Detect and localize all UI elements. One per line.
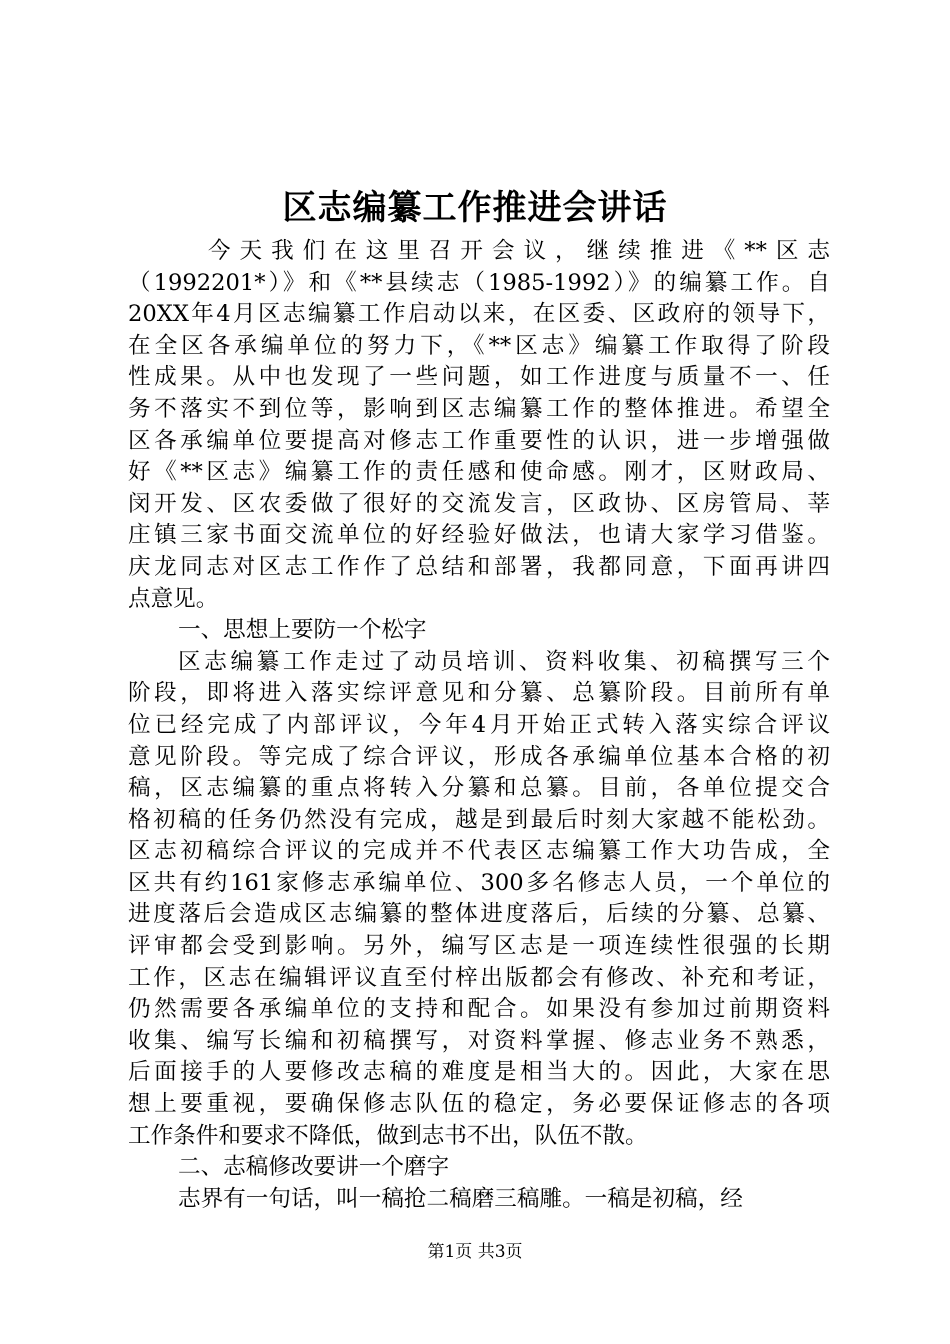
text-line: 工作，区志在编辑评议直至付梓出版都会有修改、补充和考证， — [128, 964, 830, 991]
text-line: 收集、编写长编和初稿撰写，对资料掌握、修志业务不熟悉， — [128, 1027, 830, 1054]
text-line: 进度落后会造成区志编纂的整体进度落后，后续的分纂、总纂、 — [128, 901, 830, 928]
text-line: 稿，区志编纂的重点将转入分纂和总纂。目前，各单位提交合 — [128, 775, 830, 802]
section-heading: 二、志稿修改要讲一个磨字 — [178, 1154, 450, 1181]
text-line: 庆龙同志对区志工作作了总结和部署，我都同意，下面再讲四 — [128, 553, 830, 580]
page-footer: 第1页 共3页 — [427, 1242, 523, 1262]
text-line: 志界有一句话，叫一稿抢二稿磨三稿雕。一稿是初稿，经 — [178, 1185, 743, 1212]
text-line: 后面接手的人要修改志稿的难度是相当大的。因此，大家在思 — [128, 1059, 830, 1086]
text-line: 好《**区志》编纂工作的责任感和使命感。刚才，区财政局、 — [128, 459, 830, 486]
text-line: 区各承编单位要提高对修志工作重要性的认识，进一步增强做 — [128, 427, 830, 454]
body-text — [128, 236, 830, 1215]
text-line: 庄镇三家书面交流单位的好经验好做法，也请大家学习借鉴。 — [128, 522, 830, 549]
text-line: 想上要重视，要确保修志队伍的稳定，务必要保证修志的各项 — [128, 1091, 830, 1118]
text-line: 20XX年4月区志编纂工作启动以来，在区委、区政府的领导下， — [128, 301, 830, 328]
text-line: 闵开发、区农委做了很好的交流发言，区政协、区房管局、莘 — [128, 490, 830, 517]
text-line: 阶段，即将进入落实综评意见和分纂、总纂阶段。目前所有单 — [128, 680, 830, 707]
text-line: 今天我们在这里召开会议，继续推进《**区志 — [208, 238, 830, 264]
text-line: 格初稿的任务仍然没有完成，越是到最后时刻大家越不能松劲。 — [128, 806, 830, 833]
text-line: 性成果。从中也发现了一些问题，如工作进度与质量不一、任 — [128, 364, 830, 391]
text-line: 区志初稿综合评议的完成并不代表区志编纂工作大功告成，全 — [128, 838, 830, 865]
text-line: 意见阶段。等完成了综合评议，形成各承编单位基本合格的初 — [128, 743, 830, 770]
text-line: 工作条件和要求不降低，做到志书不出，队伍不散。 — [128, 1122, 648, 1149]
page-title: 区志编纂工作推进会讲话 — [282, 188, 668, 228]
text-line: 区共有约161家修志承编单位、300多名修志人员，一个单位的 — [128, 869, 830, 896]
text-line: 区志编纂工作走过了动员培训、资料收集、初稿撰写三个 — [178, 648, 830, 675]
text-line: 位已经完成了内部评议，今年4月开始正式转入落实综合评议 — [128, 711, 830, 738]
text-line: （1992201*）》和《**县续志（1985-1992）》的编纂工作。自 — [128, 269, 830, 296]
text-line: 在全区各承编单位的努力下，《**区志》编纂工作取得了阶段 — [128, 332, 830, 359]
text-line: 评审都会受到影响。另外，编写区志是一项连续性很强的长期 — [128, 933, 830, 960]
text-line: 务不落实不到位等，影响到区志编纂工作的整体推进。希望全 — [128, 395, 830, 422]
text-line: 点意见。 — [128, 585, 219, 612]
text-line: 仍然需要各承编单位的支持和配合。如果没有参加过前期资料 — [128, 996, 830, 1023]
section-heading: 一、思想上要防一个松字 — [178, 617, 427, 644]
